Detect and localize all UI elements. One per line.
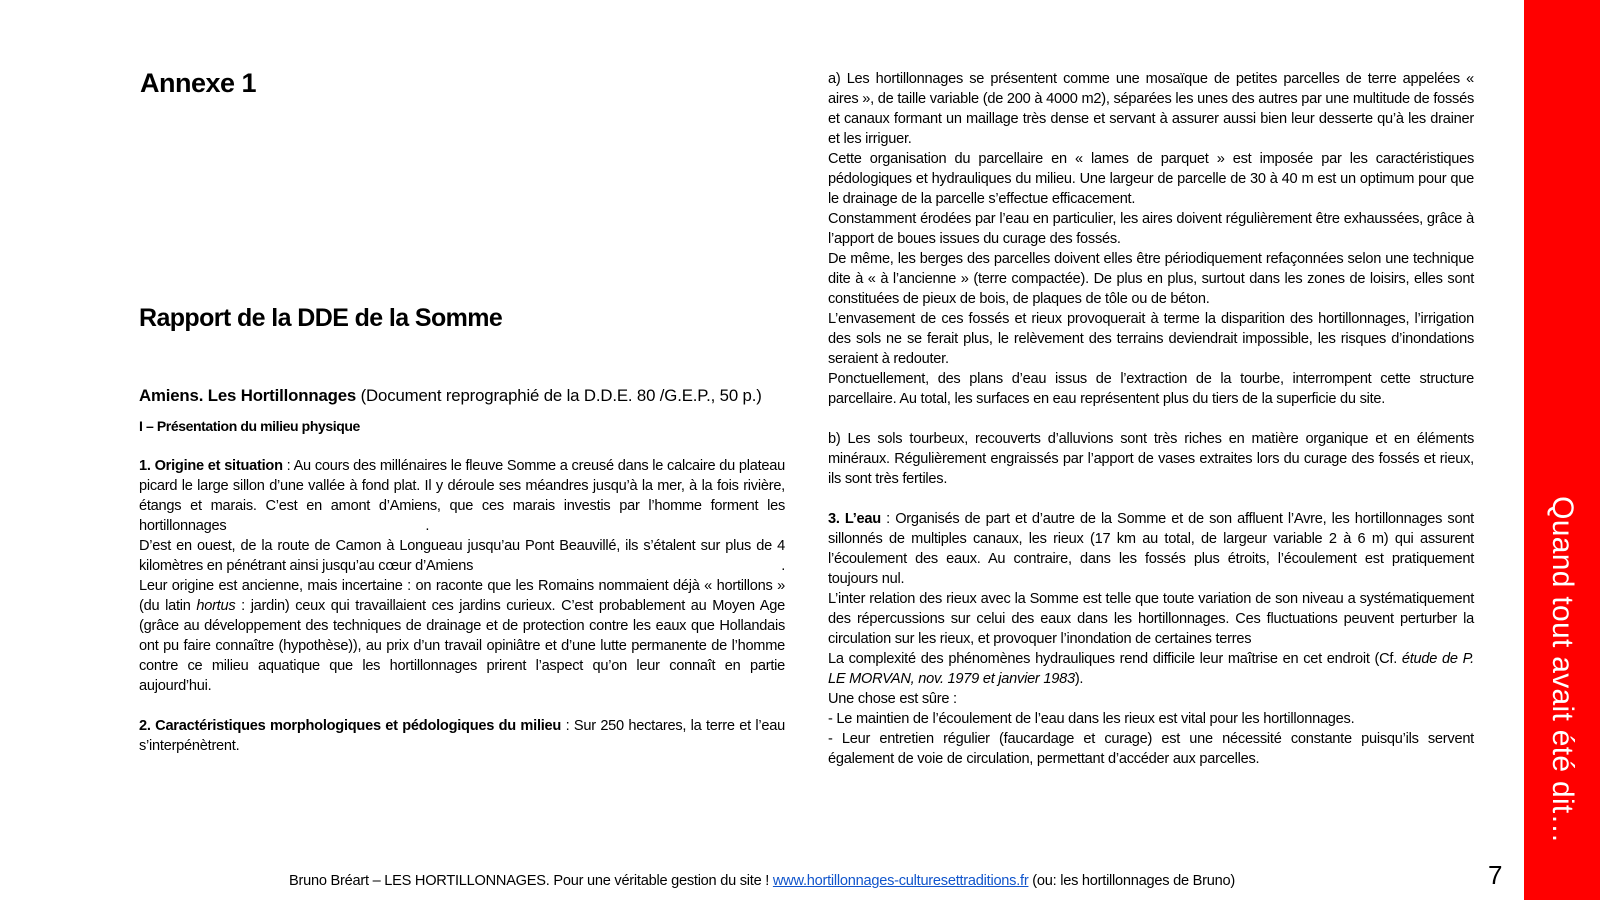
document-reference-rest: (Document reprographié de la D.D.E. 80 /G.E.P., 50 p.) [356, 386, 762, 405]
paragraph-interrelation: L’inter relation des rieux avec la Somme est telle que toute variation de son niveau a systématiquement des répercussions sur celui des eaux dans les hortillonnages. Ces fluctuations peuvent perturber la circulation sur les rieux, et provoquer l’inondation de certaines terres [828, 591, 1474, 647]
list-item: - Leur entretien régulier (faucardage et curage) est une nécessité constante puisqu’ils servent également de voie de circulation, permettant d’accéder aux parcelles. [828, 731, 1474, 767]
left-column [139, 384, 785, 756]
report-title: Rapport de la DDE de la Somme [139, 304, 503, 332]
footer-link[interactable]: www.hortillonnages-culturesettraditions.fr [772, 873, 1029, 889]
paragraph-complexity: La complexité des phénomènes hydrauliques rend difficile leur maîtrise en cet endroit (Cf. étude de P. LE MORVAN, nov. 1979 et janvier 1983). [828, 651, 1474, 687]
trailing-dot: . [781, 557, 785, 574]
paragraph-banks: De même, les berges des parcelles doivent elles être périodiquement refaçonnées selon une technique dite à « à l’ancienne » (terre compactée). De plus en plus, surtout dans les zones de loisirs, elles sont constituées de pieux de bois, de plaques de tôle ou de béton. [828, 251, 1474, 307]
paragraph-water: 3. L’eau : Organisés de part et d’autre de la Somme et de son affluent l’Avre, les hortillonnages sont sillonnés de multiples canaux, les rieux (17 km au total, de largeur variable 2 à 6 m) qui assurent l’écoulement des eaux. Au contraire, dans les fossés plus étroits, l’écoulement est pratiquement toujours nul. [828, 511, 1474, 587]
red-sidebar [1524, 0, 1600, 900]
document-reference [139, 384, 785, 409]
paragraph-extent: D’est en ouest, de la route de Camon à Longueau jusqu’au Pont Beauvillé, ils s’étalent sur plus de 4 kilomètres en pénétrant ainsi jusqu’au cœur d’Amiens . [139, 537, 785, 574]
footer [0, 873, 1524, 889]
right-column [828, 69, 1474, 769]
footer-text: Bruno Bréart – LES HORTILLONNAGES. Pour une véritable gestion du site ! [289, 873, 773, 889]
paragraph-silting: L’envasement de ces fossés et rieux provoquerait à terme la disparition des hortillonnages, l’irrigation des sols ne se ferait plus, le relèvement des terrains deviendrait impossible, les risques d’inondations seraient à redouter. [828, 311, 1474, 367]
paragraph-history: Leur origine est ancienne, mais incertaine : on raconte que les Romains nommaient déjà « hortillons » (du latin hortus : jardin) ceux qui travaillaient ces jardins curieux. C’est probablement au Moyen Age (grâce au développement des techniques de drainage et de protection contre les eaux que Hollandais ont pu faire connaître (hypothèse)), au prix d’un travail opiniâtre et d’une lutte permanente de l’homme contre ce milieu aquatique que les hortillonnages prirent l’aspect qu’on leur connaît en partie aujourd’hui. [139, 577, 785, 694]
paragraph-erosion: Constamment érodées par l’eau en particulier, les aires doivent régulièrement être exhaussées, grâce à l’apport de boues issues du curage des fossés. [828, 211, 1474, 247]
paragraph-origin: 1. Origine et situation : Au cours des millénaires le fleuve Somme a creusé dans le calcaire du plateau picard le large sillon d’une vallée à fond plat. Il y déroule ses méandres jusqu’à la mer, à la fois rivière, étangs et marais. C’est en amont d’Amiens, que ces marais investis par l’homme forment les hortillonnages . [139, 457, 786, 534]
document-reference-bold: Amiens. Les Hortillonnages [139, 386, 357, 405]
paragraph-water-bodies: Ponctuellement, des plans d’eau issus de l’extraction de la tourbe, interrompent cette structure parcellaire. Au total, les surfaces en eau représentent plus du tiers de la superficie du site. [828, 371, 1474, 407]
trailing-dot: . [425, 517, 430, 534]
subsection-water-label: 3. L’eau [828, 511, 881, 527]
sidebar-text: Quand tout avait été dit… [1546, 496, 1579, 844]
footer-suffix: (ou: les hortillonnages de Bruno) [1028, 873, 1235, 889]
annex-title: Annexe 1 [140, 68, 257, 98]
paragraph-morphology: 2. Caractéristiques morphologiques et pédologiques du milieu : Sur 250 hectares, la terre et l’eau s’interpénètrent. [139, 717, 785, 754]
subsection-morphology-label: 2. Caractéristiques morphologiques et pédologiques du milieu [139, 717, 562, 734]
paragraph-certainty: Une chose est sûre : [828, 691, 957, 707]
list-item: - Le maintien de l’écoulement de l’eau dans les rieux est vital pour les hortillonnages. [828, 711, 1355, 727]
paragraph-b: b) Les sols tourbeux, recouverts d’alluvions sont très riches en matière organique et en éléments minéraux. Régulièrement engraissés par l’apport de vases extraites lors du curage des fossés et rieux, ils sont très fertiles. [828, 431, 1474, 487]
subsection-origin-label: 1. Origine et situation [139, 457, 283, 474]
section-heading: I – Présentation du milieu physique [139, 417, 360, 434]
page-number: 7 [1488, 860, 1503, 890]
paragraph-parquet: Cette organisation du parcellaire en « lames de parquet » est imposée par les caractéristiques pédologiques et hydrauliques du milieu. Une largeur de parcelle de 30 à 40 m est un optimum pour que le drainage de la parcelle s’effectue efficacement. [828, 151, 1474, 207]
paragraph-a: a) Les hortillonnages se présentent comme une mosaïque de petites parcelles de terre appelées « aires », de taille variable (de 200 à 4000 m2), séparées les unes des autres par une multitude de fossés et canaux formant un maillage très dense et servant à assurer aussi bien leur desserte qu’à les drainer et les irriguer. [828, 71, 1474, 147]
